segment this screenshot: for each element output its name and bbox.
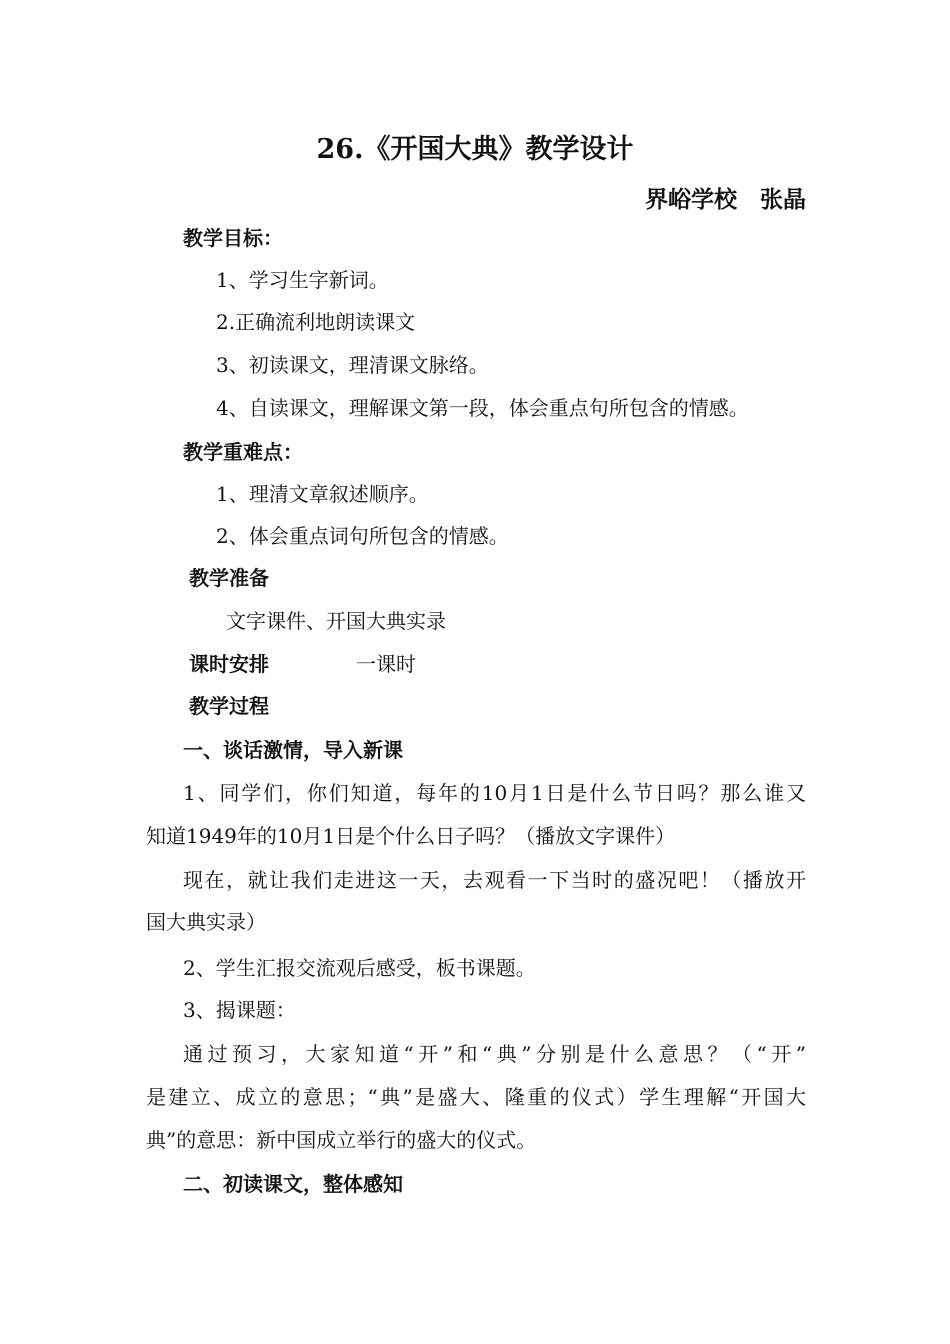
author-line: 界峪学校 张晶 [645,186,806,213]
paragraph-line: 3、揭课题： [183,998,296,1022]
section-two-heading: 二、初读课文，整体感知 [183,1172,403,1196]
goal-item: 3、初读课文，理清课文脉络。 [216,353,489,377]
paragraph-line: 2、学生汇报交流观后感受，板书课题。 [183,956,536,980]
paragraph-line: 现在，就让我们走进这一天，去观看一下当时的盛况吧！（播放开 [183,868,806,892]
goal-item: 1、学习生字新词。 [216,268,389,292]
paragraph-line: 是建立、成立的意思；“典”是盛大、隆重的仪式）学生理解“开国大 [146,1085,806,1109]
key-points-heading: 教学重难点： [183,440,303,464]
page-title: 26.《开国大典》教学设计 [316,134,634,165]
goals-heading: 教学目标： [183,226,283,250]
key-point-item: 1、理清文章叙述顺序。 [216,482,429,506]
process-heading: 教学过程 [189,694,269,718]
paragraph-line: 国大典实录） [146,910,266,934]
key-point-item: 2、体会重点词句所包含的情感。 [216,524,509,548]
schedule-heading: 课时安排 [189,652,269,676]
paragraph-line: 通过预习，大家知道“开”和“典”分别是什么意思？（“开” [183,1042,806,1066]
paragraph-line: 1、同学们，你们知道，每年的10月1日是什么节日吗？那么谁又 [183,781,806,805]
goal-item: 4、自读课文，理解课文第一段，体会重点句所包含的情感。 [216,396,749,420]
preparation-content: 文字课件、开国大典实录 [226,609,446,633]
section-one-heading: 一、谈话激情，导入新课 [183,738,403,762]
paragraph-line: 典”的意思：新中国成立举行的盛大的仪式。 [146,1128,537,1152]
preparation-heading: 教学准备 [189,566,269,590]
schedule-content: 一课时 [356,652,416,676]
paragraph-line: 知道1949年的10月1日是个什么日子吗？（播放文字课件） [146,824,676,848]
goal-item: 2.正确流利地朗读课文 [216,310,416,334]
